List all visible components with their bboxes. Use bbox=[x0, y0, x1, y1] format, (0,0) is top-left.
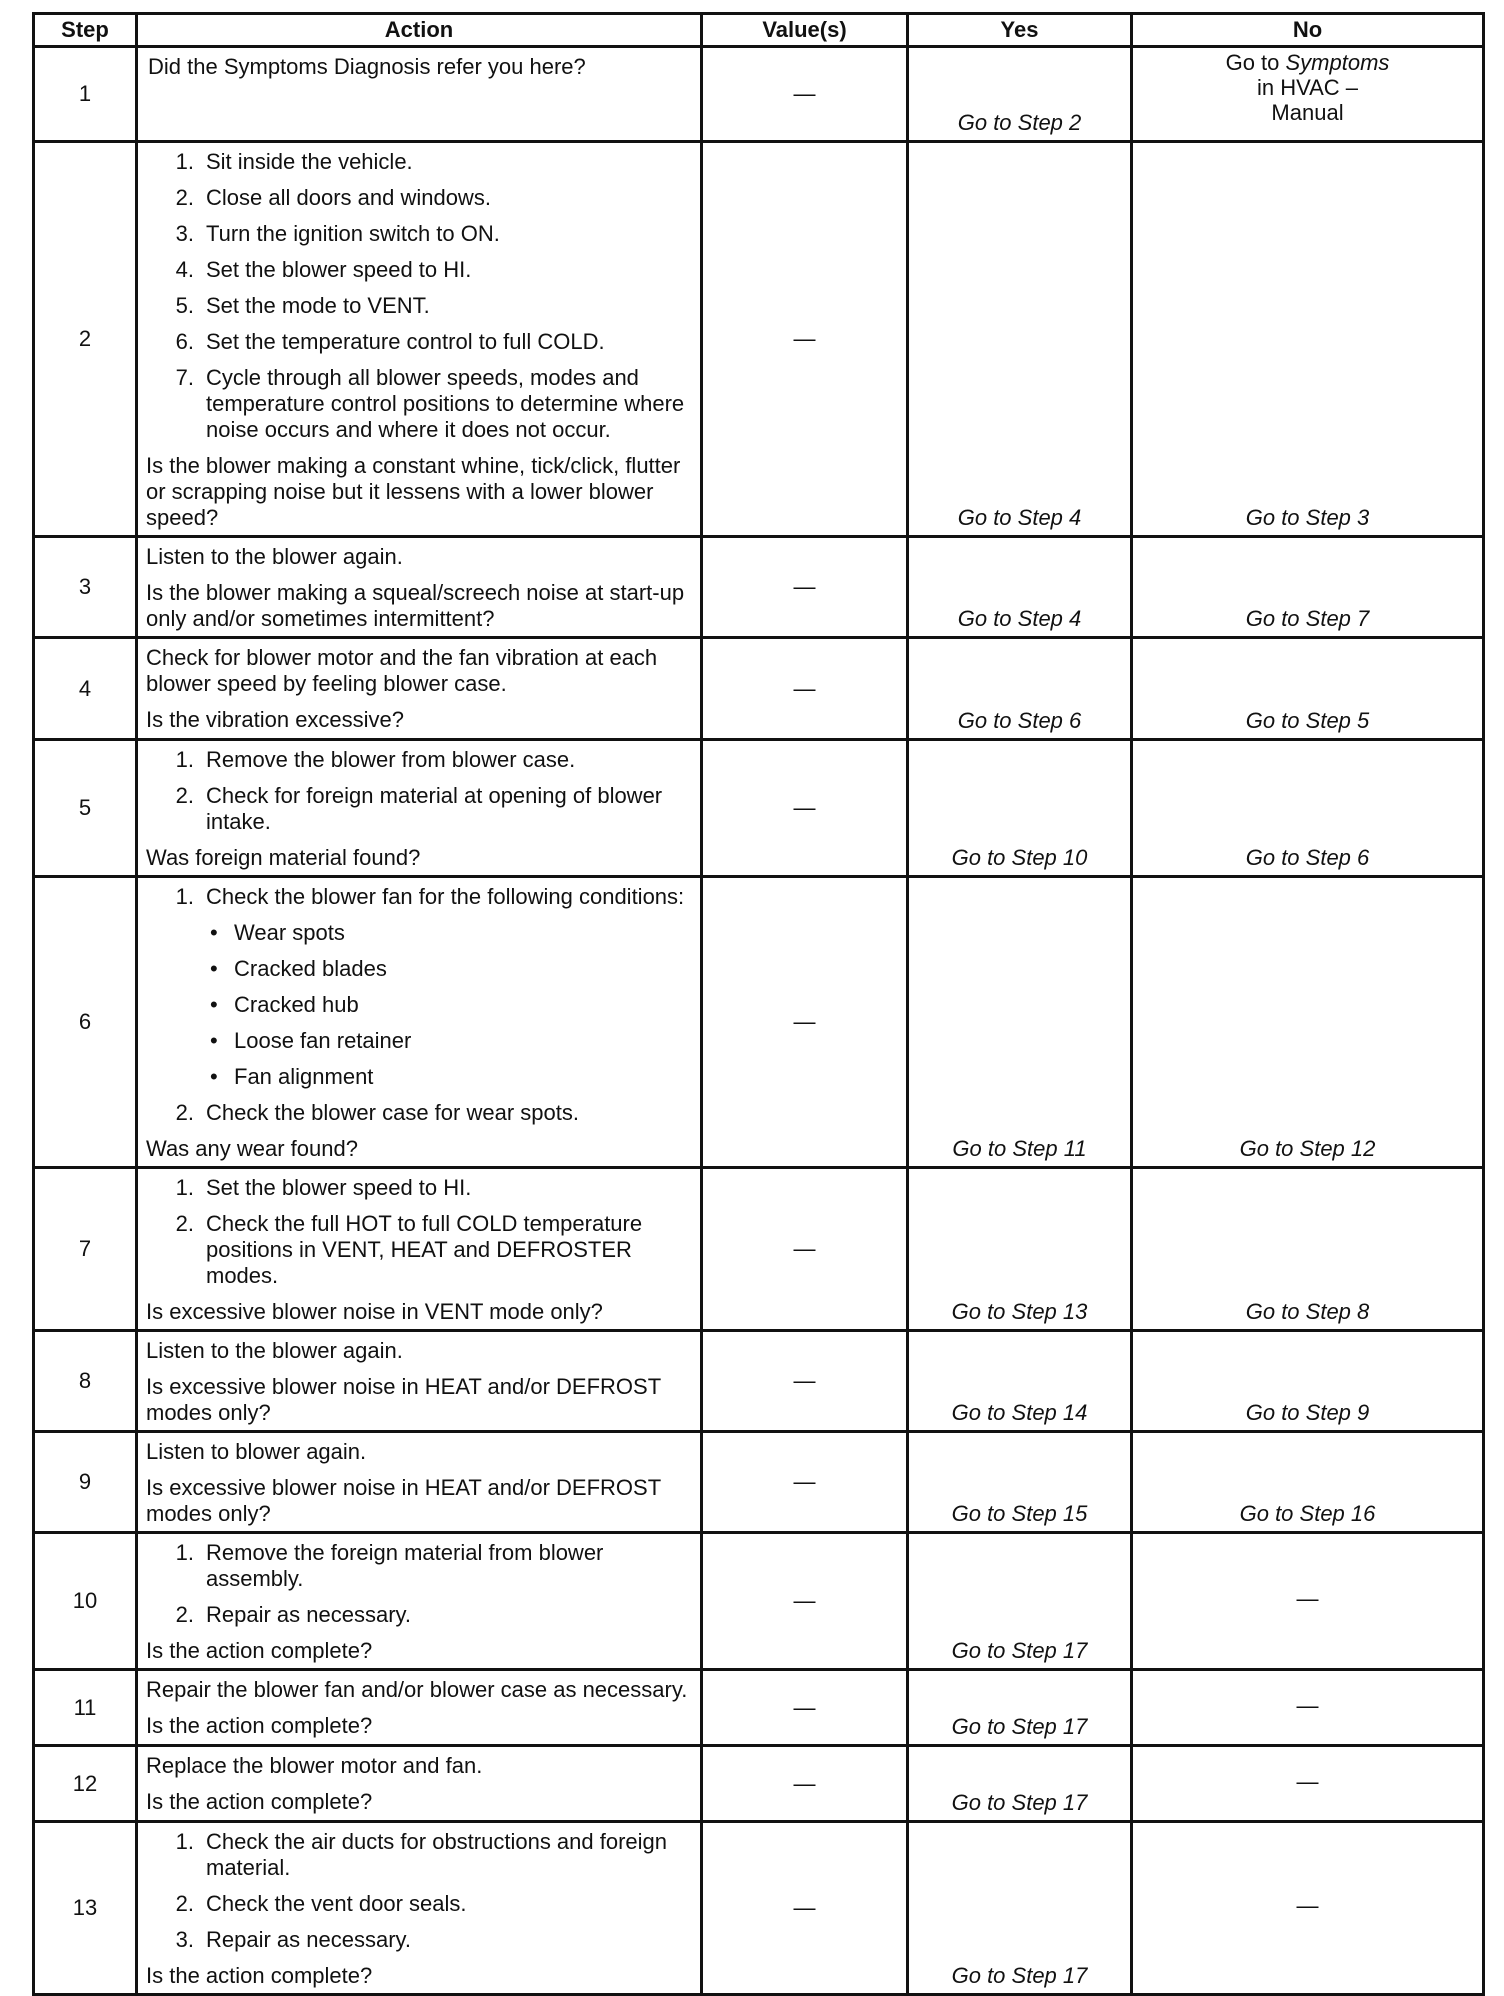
list-item: 2. Check the full HOT to full COLD temperature positions in VENT, HEAT and DEFROSTER modes. bbox=[175, 1211, 643, 1288]
diagnostic-table-sheet bbox=[32, 12, 1482, 1996]
action-cell bbox=[137, 740, 702, 877]
step-number: 13 bbox=[34, 1822, 137, 1995]
value-cell: — bbox=[702, 47, 908, 142]
value-cell: — bbox=[702, 537, 908, 638]
action-text: Listen to the blower again. bbox=[146, 1338, 403, 1363]
step-number: 12 bbox=[34, 1746, 137, 1822]
action-cell bbox=[137, 1168, 702, 1331]
list-item: 2. Repair as necessary. bbox=[175, 1602, 412, 1627]
action-cell bbox=[137, 877, 702, 1168]
action-cell bbox=[137, 1822, 702, 1995]
no-cell: — bbox=[1132, 1746, 1484, 1822]
no-cell bbox=[1132, 47, 1484, 142]
list-item: 1. Set the blower speed to HI. bbox=[175, 1175, 472, 1200]
action-cell bbox=[137, 537, 702, 638]
value-cell: — bbox=[702, 740, 908, 877]
no-text: in HVAC – bbox=[1256, 75, 1359, 100]
no-text: Manual bbox=[1271, 100, 1344, 125]
action-cell bbox=[137, 47, 702, 142]
no-cell: Go to Step 7 bbox=[1132, 537, 1484, 638]
step-number: 11 bbox=[34, 1670, 137, 1746]
question-text: Is the action complete? bbox=[146, 1638, 373, 1663]
list-item: 3. Repair as necessary. bbox=[175, 1927, 412, 1952]
yes-cell: Go to Step 6 bbox=[908, 638, 1132, 740]
action-text: Listen to the blower again. bbox=[146, 544, 403, 569]
question-text: Was any wear found? bbox=[146, 1136, 358, 1161]
action-cell bbox=[137, 1746, 702, 1822]
action-cell bbox=[137, 1670, 702, 1746]
no-cell: Go to Step 3 bbox=[1132, 142, 1484, 537]
no-text-italic: Symptoms bbox=[1285, 50, 1390, 75]
table-row-step-4 bbox=[34, 638, 1484, 740]
action-text: Check for blower motor and the fan vibration at each blower speed by feeling blower case. bbox=[146, 645, 658, 696]
action-cell bbox=[137, 1432, 702, 1533]
list-item: 2. Check the blower case for wear spots. bbox=[175, 1100, 579, 1125]
header-no: No bbox=[1132, 14, 1484, 47]
bullet-item: • Loose fan retainer bbox=[210, 1028, 412, 1053]
value-cell: — bbox=[702, 1331, 908, 1432]
step-number: 6 bbox=[34, 877, 137, 1168]
yes-cell: Go to Step 2 bbox=[908, 47, 1132, 142]
step-number: 8 bbox=[34, 1331, 137, 1432]
question-text: Is the action complete? bbox=[146, 1963, 373, 1988]
table-row-step-2 bbox=[34, 142, 1484, 537]
step-number: 10 bbox=[34, 1533, 137, 1670]
list-item: 4. Set the blower speed to HI. bbox=[175, 257, 472, 282]
table-row-step-9 bbox=[34, 1432, 1484, 1533]
list-item: 5. Set the mode to VENT. bbox=[175, 293, 430, 318]
value-cell: — bbox=[702, 142, 908, 537]
bullet-item: • Cracked hub bbox=[210, 992, 359, 1017]
action-cell bbox=[137, 1331, 702, 1432]
no-cell: Go to Step 12 bbox=[1132, 877, 1484, 1168]
list-item: 1. Sit inside the vehicle. bbox=[175, 149, 413, 174]
bullet-item: • Wear spots bbox=[210, 920, 345, 945]
diagnostic-table bbox=[32, 12, 1485, 1996]
value-cell: — bbox=[702, 1533, 908, 1670]
header-yes: Yes bbox=[908, 14, 1132, 47]
question-text: Is the action complete? bbox=[146, 1789, 373, 1814]
no-text: Go to bbox=[1225, 50, 1286, 75]
list-item: 2. Check the vent door seals. bbox=[175, 1891, 467, 1916]
yes-cell: Go to Step 17 bbox=[908, 1822, 1132, 1995]
list-item: 3. Turn the ignition switch to ON. bbox=[175, 221, 500, 246]
yes-cell: Go to Step 4 bbox=[908, 142, 1132, 537]
table-row-step-5 bbox=[34, 740, 1484, 877]
step-number: 5 bbox=[34, 740, 137, 877]
yes-cell: Go to Step 15 bbox=[908, 1432, 1132, 1533]
question-text: Is excessive blower noise in HEAT and/or DEFROST modes only? bbox=[146, 1475, 661, 1526]
question-text: Is the vibration excessive? bbox=[146, 707, 405, 732]
header-step: Step bbox=[34, 14, 137, 47]
question-text: Is excessive blower noise in VENT mode only? bbox=[146, 1299, 603, 1324]
yes-cell: Go to Step 13 bbox=[908, 1168, 1132, 1331]
action-text: Did the Symptoms Diagnosis refer you here? bbox=[148, 54, 586, 79]
value-cell: — bbox=[702, 1746, 908, 1822]
question-text: Is the blower making a squeal/screech noise at start-up only and/or sometimes intermittent? bbox=[146, 580, 685, 631]
action-cell bbox=[137, 142, 702, 537]
yes-cell: Go to Step 10 bbox=[908, 740, 1132, 877]
yes-cell: Go to Step 17 bbox=[908, 1670, 1132, 1746]
yes-cell: Go to Step 4 bbox=[908, 537, 1132, 638]
question-text: Is the blower making a constant whine, tick/click, flutter or scrapping noise but it lessens with a lower blower speed? bbox=[146, 453, 681, 530]
list-item: 6. Set the temperature control to full COLD. bbox=[175, 329, 605, 354]
step-number: 1 bbox=[34, 47, 137, 142]
value-cell: — bbox=[702, 1432, 908, 1533]
list-item: 2. Close all doors and windows. bbox=[175, 185, 491, 210]
value-cell: — bbox=[702, 638, 908, 740]
table-row-step-13 bbox=[34, 1822, 1484, 1995]
no-cell: Go to Step 8 bbox=[1132, 1168, 1484, 1331]
question-text: Is excessive blower noise in HEAT and/or DEFROST modes only? bbox=[146, 1374, 661, 1425]
step-number: 4 bbox=[34, 638, 137, 740]
list-item: 7. Cycle through all blower speeds, modes and temperature control positions to determine where noise occurs and where it does not occur. bbox=[175, 365, 685, 442]
bullet-item: • Cracked blades bbox=[210, 956, 387, 981]
table-row-step-7 bbox=[34, 1168, 1484, 1331]
step-number: 2 bbox=[34, 142, 137, 537]
no-cell: — bbox=[1132, 1670, 1484, 1746]
no-cell: — bbox=[1132, 1533, 1484, 1670]
table-row-step-12 bbox=[34, 1746, 1484, 1822]
list-item: 1. Check the air ducts for obstructions and foreign material. bbox=[175, 1829, 668, 1880]
table-row-step-10 bbox=[34, 1533, 1484, 1670]
value-cell: — bbox=[702, 1822, 908, 1995]
action-cell bbox=[137, 638, 702, 740]
no-cell: Go to Step 9 bbox=[1132, 1331, 1484, 1432]
list-item: 1. Remove the blower from blower case. bbox=[175, 747, 576, 772]
header-row bbox=[34, 14, 1484, 47]
header-action: Action bbox=[137, 14, 702, 47]
yes-cell: Go to Step 11 bbox=[908, 877, 1132, 1168]
table-row-step-1 bbox=[34, 47, 1484, 142]
action-text: Listen to blower again. bbox=[146, 1439, 367, 1464]
bullet-item: • Fan alignment bbox=[210, 1064, 374, 1089]
step-number: 7 bbox=[34, 1168, 137, 1331]
table-row-step-6 bbox=[34, 877, 1484, 1168]
step-number: 3 bbox=[34, 537, 137, 638]
value-cell: — bbox=[702, 1168, 908, 1331]
list-item: 1. Check the blower fan for the following conditions: bbox=[175, 884, 685, 909]
no-cell: Go to Step 16 bbox=[1132, 1432, 1484, 1533]
question-text: Is the action complete? bbox=[146, 1713, 373, 1738]
question-text: Was foreign material found? bbox=[146, 845, 421, 870]
no-cell: Go to Step 6 bbox=[1132, 740, 1484, 877]
action-text: Replace the blower motor and fan. bbox=[146, 1753, 483, 1778]
yes-cell: Go to Step 14 bbox=[908, 1331, 1132, 1432]
yes-cell: Go to Step 17 bbox=[908, 1533, 1132, 1670]
table-row-step-3 bbox=[34, 537, 1484, 638]
value-cell: — bbox=[702, 1670, 908, 1746]
no-cell: — bbox=[1132, 1822, 1484, 1995]
header-values: Value(s) bbox=[702, 14, 908, 47]
step-number: 9 bbox=[34, 1432, 137, 1533]
table-row-step-11 bbox=[34, 1670, 1484, 1746]
action-cell bbox=[137, 1533, 702, 1670]
list-item: 2. Check for foreign material at opening of blower intake. bbox=[175, 783, 663, 834]
table-row-step-8 bbox=[34, 1331, 1484, 1432]
action-text: Repair the blower fan and/or blower case as necessary. bbox=[146, 1677, 688, 1702]
yes-cell: Go to Step 17 bbox=[908, 1746, 1132, 1822]
list-item: 1. Remove the foreign material from blower assembly. bbox=[175, 1540, 604, 1591]
no-cell: Go to Step 5 bbox=[1132, 638, 1484, 740]
value-cell: — bbox=[702, 877, 908, 1168]
